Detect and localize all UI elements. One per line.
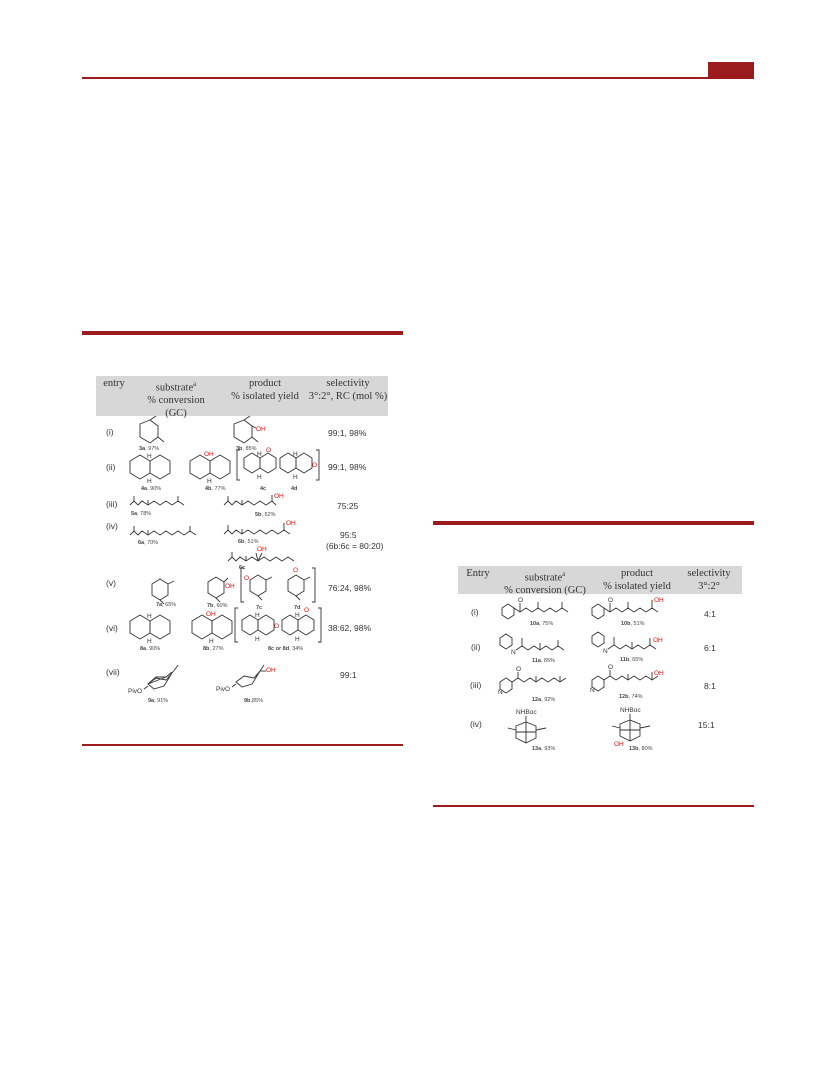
- svg-text:OH: OH: [614, 741, 624, 748]
- structure-13b: [606, 706, 666, 748]
- yield-label: 9b,85%: [244, 698, 263, 704]
- selectivity-value: 6:1: [704, 643, 716, 653]
- svg-text:PivO: PivO: [128, 688, 143, 695]
- svg-text:H: H: [295, 636, 300, 643]
- selectivity-ratio: (6b:6c = 80:20): [326, 541, 384, 551]
- structure-10a: [500, 598, 582, 622]
- svg-text:OH: OH: [286, 520, 296, 527]
- svg-text:N: N: [511, 649, 516, 656]
- yield-label: 7b, 60%: [207, 603, 228, 609]
- structure-4b: [188, 451, 236, 485]
- yield-label: 7a, 65%: [156, 602, 177, 608]
- svg-text:OH: OH: [256, 426, 266, 433]
- conversion-label: % conversion: [147, 395, 205, 406]
- selectivity-value: 38:62, 98%: [328, 623, 372, 633]
- svg-text:H: H: [295, 612, 300, 619]
- structure-label: 4d: [291, 486, 298, 492]
- entry-label: (iii): [470, 680, 482, 690]
- yield-label: 5b, 52%: [255, 512, 276, 518]
- structure-12b: [590, 666, 674, 694]
- selectivity-value: 99:1, 98%: [328, 428, 367, 438]
- yield-label: 12b, 74%: [619, 694, 643, 700]
- selectivity-ratio-label: 3°:2°, RC (mol %): [308, 390, 388, 402]
- structure-label: 7d: [294, 605, 301, 611]
- svg-text:N: N: [603, 648, 608, 655]
- svg-text:O: O: [518, 597, 524, 604]
- selectivity-value: 95:5: [340, 530, 357, 540]
- footnote-mark: a: [193, 380, 197, 388]
- yield-label: 8b, 27%: [203, 646, 224, 652]
- svg-text:OH: OH: [257, 546, 267, 553]
- svg-text:H: H: [147, 638, 152, 645]
- svg-text:N: N: [498, 689, 503, 696]
- entry-label: (v): [106, 578, 116, 588]
- table2-header-product: [592, 568, 682, 593]
- svg-text:H: H: [255, 636, 260, 643]
- structure-11a: [498, 630, 580, 656]
- structure-12a: [498, 668, 582, 696]
- svg-text:H: H: [209, 638, 214, 645]
- svg-text:OH: OH: [653, 637, 663, 644]
- selectivity-value: 75:25: [337, 501, 359, 511]
- table1-top-rule: [82, 331, 403, 335]
- structure-10b: [590, 596, 678, 622]
- yield-label: 3a, 97%: [139, 446, 160, 452]
- yield-label: 10a, 75%: [530, 621, 554, 627]
- structure-5a: [128, 493, 192, 509]
- yield-label: 13b, 80%: [629, 746, 653, 752]
- yield-label: % isolated yield: [603, 580, 671, 592]
- yield-label: 13a, 93%: [532, 746, 556, 752]
- entry-label: (vi): [106, 623, 118, 633]
- structure-label: 8c or 8d, 34%: [268, 646, 304, 652]
- structure-5b: [222, 493, 292, 509]
- svg-text:OH: OH: [266, 667, 276, 674]
- structures-8c-8d: [234, 606, 322, 644]
- header-rule: [82, 77, 754, 79]
- yield-label: 9a, 91%: [148, 698, 169, 704]
- structure-4a: [128, 452, 176, 485]
- structures-7c-7d: [240, 566, 320, 606]
- conversion-label: % conversion (GC): [504, 585, 586, 596]
- selectivity-value: 8:1: [704, 681, 716, 691]
- structure-9a: [128, 664, 192, 698]
- table2-bottom-rule: [433, 805, 754, 807]
- table2-header-selectivity: [676, 568, 742, 593]
- table2-top-rule: [433, 521, 754, 525]
- entry-label: (i): [471, 607, 479, 617]
- header-tab: [708, 62, 754, 77]
- svg-text:OH: OH: [204, 451, 214, 458]
- table1-header: [96, 376, 388, 419]
- table1-header-entry: entry: [103, 378, 125, 389]
- yield-label: 10b, 51%: [621, 621, 645, 627]
- selectivity-value: 99:1: [340, 670, 357, 680]
- svg-text:O: O: [244, 575, 250, 582]
- substrate-label: substrate: [155, 382, 194, 394]
- svg-text:OH: OH: [654, 597, 664, 604]
- structure-11b: [590, 628, 674, 656]
- svg-text:OH: OH: [274, 493, 284, 500]
- structure-label: 7c: [256, 605, 263, 611]
- yield-label: % isolated yield: [231, 390, 299, 402]
- selectivity-label: selectivity: [687, 568, 731, 579]
- structure-label: 6c: [239, 565, 246, 571]
- selectivity-value: 76:24, 98%: [328, 583, 372, 593]
- svg-text:O: O: [608, 597, 614, 604]
- structure-3b: [228, 420, 268, 448]
- yield-label: 6b, 51%: [238, 539, 259, 545]
- yield-label: 6a, 70%: [138, 540, 159, 546]
- svg-text:OH: OH: [206, 611, 216, 618]
- selectivity-value: 15:1: [698, 720, 715, 730]
- entry-label: (i): [106, 427, 114, 437]
- svg-text:H: H: [147, 453, 152, 460]
- selectivity-value: 4:1: [704, 609, 716, 619]
- svg-text:O: O: [304, 607, 310, 614]
- yield-label: 3b, 85%: [236, 446, 257, 452]
- footnote-mark: a: [562, 570, 566, 578]
- svg-text:H: H: [293, 451, 298, 458]
- structure-8a: [128, 612, 176, 645]
- structure-9b: [216, 662, 286, 698]
- svg-text:H: H: [293, 474, 298, 481]
- yield-label: 4b, 77%: [205, 486, 226, 492]
- svg-text:NHBoc: NHBoc: [516, 709, 537, 716]
- svg-text:O: O: [312, 462, 318, 469]
- product-label: product: [248, 378, 282, 389]
- svg-text:H: H: [257, 451, 262, 458]
- yield-label: 4a, 90%: [141, 486, 162, 492]
- table1-bottom-rule: [82, 744, 403, 746]
- structure-6c: [226, 543, 310, 565]
- table1-header-selectivity: [308, 378, 388, 403]
- yield-label: 5a, 78%: [131, 511, 152, 517]
- structure-7b: [204, 574, 242, 604]
- structure-label: 4c: [260, 486, 267, 492]
- substrate-label: substrate: [524, 572, 563, 584]
- yield-label: 11a, 85%: [532, 658, 555, 664]
- table2-header-substrate: [498, 568, 592, 598]
- svg-text:O: O: [274, 623, 280, 630]
- svg-text:H: H: [255, 612, 260, 619]
- entry-label: (iv): [470, 719, 482, 729]
- svg-text:O: O: [266, 447, 272, 454]
- svg-text:OH: OH: [654, 670, 664, 677]
- yield-label: 8a, 90%: [140, 646, 161, 652]
- entry-label: (ii): [106, 462, 116, 472]
- entry-label: (ii): [471, 642, 481, 652]
- svg-text:O: O: [293, 567, 299, 574]
- svg-text:N: N: [590, 687, 595, 694]
- table1-header-substrate: [132, 378, 220, 420]
- svg-text:H: H: [257, 474, 262, 481]
- entry-label: (iv): [106, 521, 118, 531]
- selectivity-value: 99:1, 98%: [328, 462, 367, 472]
- svg-text:H: H: [147, 613, 152, 620]
- table1-header-product: [220, 378, 310, 403]
- svg-text:NHBoc: NHBoc: [620, 707, 641, 714]
- gc-label: (GC): [165, 407, 187, 419]
- structure-8b: [190, 611, 238, 645]
- svg-text:O: O: [516, 666, 522, 673]
- entry-label: (iii): [106, 499, 118, 509]
- svg-text:H: H: [207, 478, 212, 485]
- svg-text:O: O: [608, 664, 614, 671]
- yield-label: 11b, 65%: [620, 657, 644, 663]
- table2-header: [458, 566, 742, 594]
- svg-text:H: H: [147, 478, 152, 485]
- entry-label: (vii): [106, 667, 120, 677]
- structure-3a: [134, 420, 164, 448]
- table2-header-entry: Entry: [466, 568, 490, 579]
- product-label: product: [620, 568, 654, 579]
- structure-13a: [504, 708, 564, 748]
- selectivity-ratio-label: 3°:2°: [698, 580, 720, 592]
- yield-label: 12a, 92%: [532, 697, 556, 703]
- structures-4c-4d: [236, 446, 320, 482]
- structure-6a: [128, 521, 200, 539]
- selectivity-label: selectivity: [326, 378, 370, 389]
- svg-text:PivO: PivO: [216, 686, 231, 693]
- svg-text:OH: OH: [225, 583, 235, 590]
- structure-6b: [222, 516, 306, 538]
